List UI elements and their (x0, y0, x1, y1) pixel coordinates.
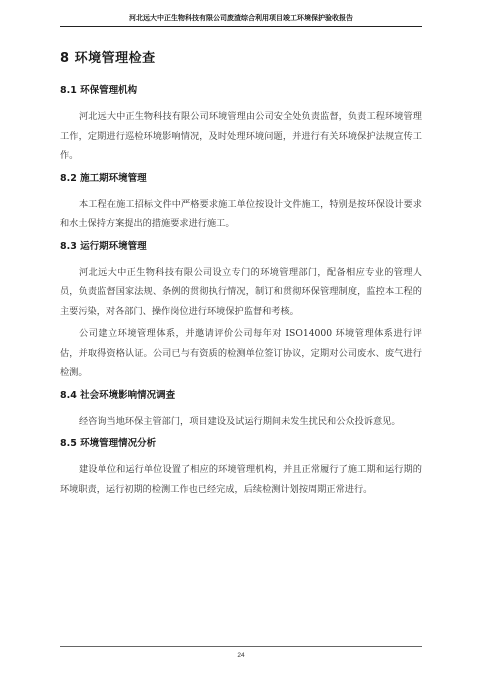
running-header: 河北远大中正生物科技有限公司废渣综合利用项目竣工环境保护验收报告 (129, 13, 353, 22)
paragraph: 经咨询当地环保主管部门，项目建设及试运行期间未发生扰民和公众投诉意见。 (79, 415, 401, 427)
paragraph: 公司建立环境管理体系，并邀请评价公司每年对 ISO14000 环境管理体系进行评估，并取得资格认证。公司已与有资质的检测单位签订协议，定期对公司废水、废气进行检测。 (60, 328, 422, 378)
subsection-title: 8.4 社会环境影响情况调查 (60, 389, 176, 401)
page-content (60, 50, 422, 505)
section-title: 8 环境管理检查 (60, 51, 156, 66)
footer-rule (60, 646, 422, 647)
subsection-8-5 (60, 437, 422, 499)
subsection-title: 8.1 环保管理机构 (60, 85, 138, 96)
subsection-title: 8.3 运行期环境管理 (60, 240, 147, 252)
paragraph: 建设单位和运行单位设置了相应的环境管理机构，并且正常履行了施工期和运行期的环境职责，运行初期的检测工作也已经完成，后续检测计划按周期正常进行。 (60, 464, 422, 495)
subsection-8-1 (60, 84, 422, 166)
subsection-8-2 (60, 172, 422, 234)
page-number: 24 (237, 652, 245, 659)
paragraph: 本工程在施工招标文件中严格要求施工单位按设计文件施工，特别是按环保设计要求和水土保持方案提出的措施要求进行施工。 (60, 198, 422, 229)
paragraph: 河北远大中正生物科技有限公司设立专门的环境管理部门，配备相应专业的管理人员，负责监督国家法规、条例的贯彻执行情况，制订和贯彻环保管理制度，监控本工程的主要污染，对各部门、操作岗位进行环境保护监督和考核。 (60, 266, 422, 317)
paragraph: 河北远大中正生物科技有限公司环境管理由公司安全处负责监督，负责工程环境管理工作，定期进行巡检环境影响情况，及时处理环境问题，并进行有关环境保护法规宣传工作。 (60, 111, 422, 161)
subsection-title: 8.2 施工期环境管理 (60, 172, 147, 184)
header-rule (60, 26, 422, 27)
subsection-title: 8.5 环境管理情况分析 (60, 438, 157, 449)
subsection-8-3 (60, 240, 422, 383)
subsection-8-4 (60, 389, 422, 432)
